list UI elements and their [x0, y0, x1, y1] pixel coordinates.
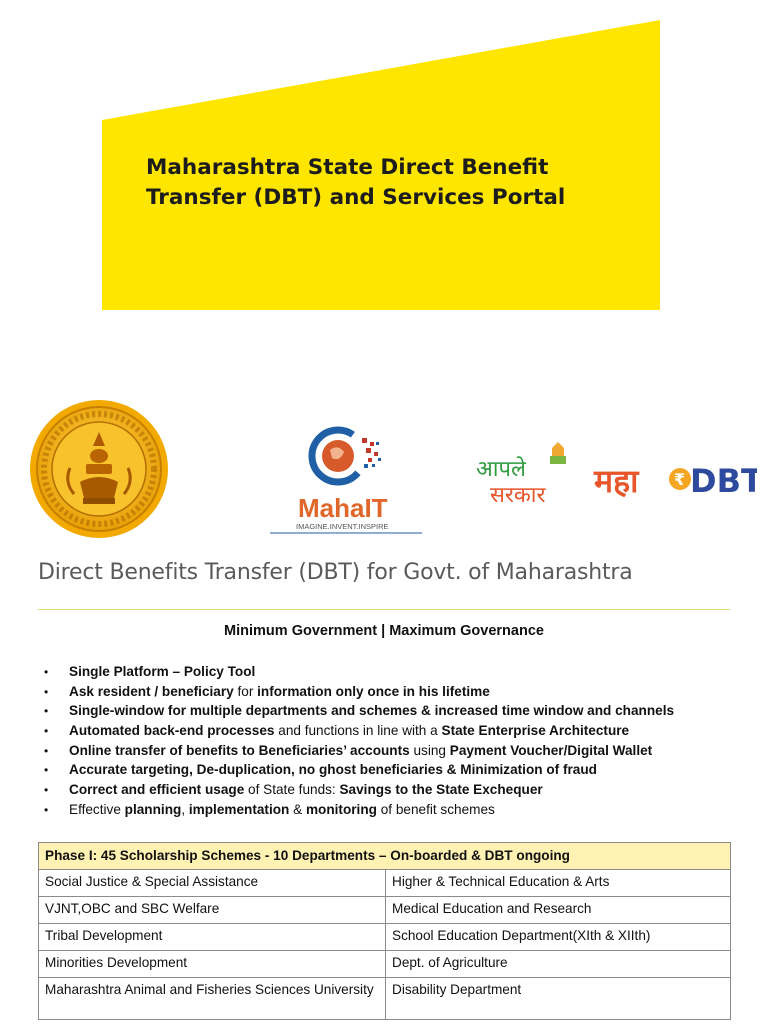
list-item-text: for — [233, 683, 258, 699]
aaple-text: आपले — [476, 457, 526, 482]
list-item — [44, 741, 744, 761]
aaple-sarkar-icon — [472, 440, 587, 508]
divider — [38, 609, 730, 610]
list-item-text: of benefit schemes — [376, 801, 495, 817]
maha-text: महा — [594, 462, 639, 500]
table-row — [39, 870, 731, 897]
table-row — [39, 978, 731, 1020]
phase-table — [38, 842, 731, 1020]
benefits-list — [44, 662, 744, 820]
mahadbt-logo — [592, 452, 757, 506]
bullet-icon: • — [44, 684, 49, 699]
list-item-text: Accurate targeting, De-duplication, no ghost beneficiaries & Minimization of fraud — [69, 762, 597, 778]
bullet-icon: • — [44, 743, 49, 758]
bullet-icon: • — [44, 665, 49, 679]
list-item-text: Ask resident / beneficiary — [69, 683, 234, 699]
list-item-text: and functions in line with a — [274, 723, 442, 739]
list-item-text: Single Platform – Policy Tool — [69, 664, 256, 679]
list-item — [44, 780, 744, 800]
list-item — [44, 800, 744, 820]
list-item-text: Correct and efficient usage — [69, 782, 245, 798]
table-row — [39, 924, 731, 951]
dbt-text: DBT — [690, 462, 757, 500]
mahait-logo — [270, 412, 430, 540]
mahait-tagline: IMAGINE.INVENT.INSPIRE — [296, 522, 389, 531]
sarkar-text: सरकार — [490, 483, 546, 508]
page-title-line1: Maharashtra State Direct Benefit — [146, 155, 549, 180]
aaple-sarkar-logo — [472, 440, 587, 508]
page-title-line2: Transfer (DBT) and Services Portal — [146, 185, 566, 210]
list-item-text: Effective — [69, 801, 125, 817]
list-item — [44, 760, 744, 780]
tagline: Minimum Government | Maximum Governance — [224, 623, 544, 639]
table-row — [39, 951, 731, 978]
list-item-text: using — [409, 742, 450, 758]
list-item-text: Single-window for multiple departments and schemes & increased time window and channels — [69, 703, 675, 719]
mahadbt-icon — [592, 452, 757, 506]
table-header: Phase I: 45 Scholarship Schemes - 10 Departments – On-boarded & DBT ongoing — [39, 843, 731, 870]
list-item — [44, 721, 744, 741]
list-item — [44, 662, 744, 682]
department-cell: Disability Department — [386, 978, 731, 1020]
table-header-row — [39, 843, 731, 870]
list-item-text: Payment Voucher/Digital Wallet — [449, 742, 653, 758]
department-cell: Social Justice & Special Assistance — [39, 870, 386, 897]
list-item-text: implementation — [188, 801, 290, 817]
department-cell: Maharashtra Animal and Fisheries Sciences University — [39, 978, 386, 1020]
bullet-icon: • — [44, 763, 49, 778]
list-item-text: Savings to the State Exchequer — [339, 782, 543, 798]
list-item-text: monitoring — [305, 801, 377, 817]
list-item — [44, 682, 744, 702]
bullet-icon: • — [44, 783, 49, 798]
department-cell: Medical Education and Research — [386, 897, 731, 924]
mahait-globe-icon — [270, 412, 430, 540]
list-item — [44, 701, 744, 721]
bullet-icon: • — [44, 724, 49, 739]
seal-icon — [28, 398, 170, 540]
bullet-icon: • — [44, 802, 49, 817]
list-item-text: & — [289, 801, 306, 817]
maharashtra-emblem-logo — [28, 398, 170, 540]
list-item-text: State Enterprise Architecture — [441, 723, 630, 739]
bullet-icon: • — [44, 704, 49, 719]
table-row — [39, 897, 731, 924]
department-cell: Minorities Development — [39, 951, 386, 978]
mahait-name: MahaIT — [298, 493, 388, 523]
page-title — [146, 153, 616, 213]
department-cell: School Education Department(XIth & XIIth) — [386, 924, 731, 951]
section-heading: Direct Benefits Transfer (DBT) for Govt. of Maharashtra — [38, 560, 633, 585]
list-item-text: Online transfer of benefits to Beneficiaries’ accounts — [69, 742, 410, 758]
department-cell: Dept. of Agriculture — [386, 951, 731, 978]
department-cell: VJNT,OBC and SBC Welfare — [39, 897, 386, 924]
department-cell: Tribal Development — [39, 924, 386, 951]
list-item-text: Automated back-end processes — [69, 723, 275, 739]
list-item-text: , — [181, 801, 189, 817]
list-item-text: information only once in his lifetime — [257, 683, 490, 699]
rupee-icon: ₹ — [674, 470, 686, 489]
list-item-text: of State funds: — [244, 782, 340, 798]
department-cell: Higher & Technical Education & Arts — [386, 870, 731, 897]
list-item-text: planning — [124, 801, 182, 817]
